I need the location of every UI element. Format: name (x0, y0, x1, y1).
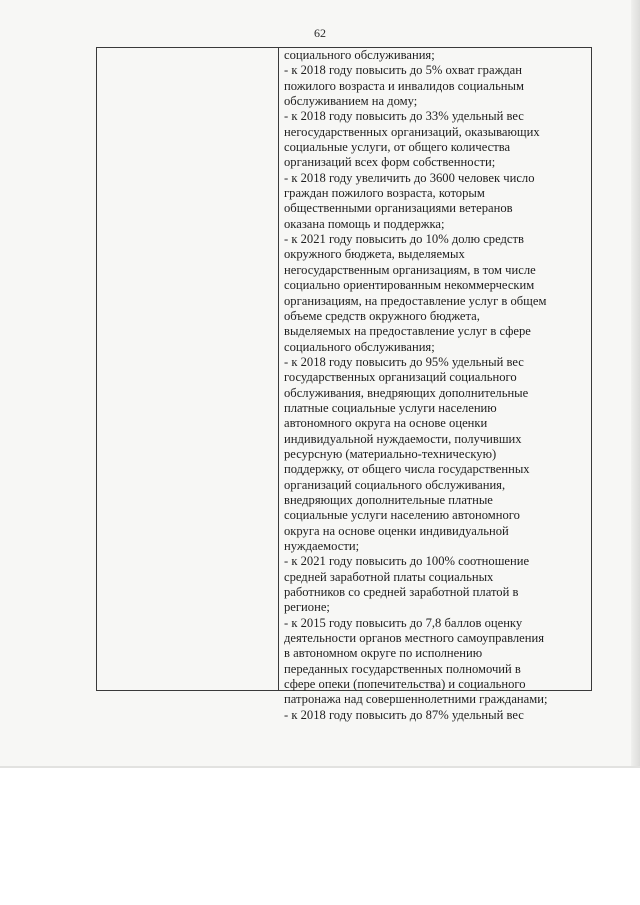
text-line: нуждаемости; (284, 539, 360, 553)
text-line: социальные услуги населению автономного (284, 508, 520, 523)
text-line: социального обслуживания; (284, 339, 435, 354)
text-line: - к 2018 году повысить до 33% удельный вес (284, 109, 524, 124)
text-line: автономного округа на основе оценки (284, 416, 488, 431)
text-line: поддержку, от общего числа государственных (284, 462, 530, 477)
text-line: оказана помощь и поддержка; (284, 216, 445, 231)
text-line: социального обслуживания; (284, 48, 435, 62)
text-line: сфере опеки (попечительства) и социального (284, 677, 526, 692)
text-line: - к 2021 году повысить до 10% долю средств (284, 232, 524, 247)
text-line: платные социальные услуги населению (284, 400, 497, 415)
text-line: обслуживания, внедряющих дополнительные (284, 385, 529, 400)
text-line: граждан пожилого возраста, которым (284, 186, 485, 201)
text-line: регионе; (284, 600, 330, 615)
text-line: округа на основе оценки индивидуальной (284, 523, 509, 538)
text-line: выделяемых на предоставление услуг в сфере (284, 324, 531, 339)
text-line: негосударственным организациям, в том числе (284, 262, 536, 277)
text-line: индивидуальной нуждаемости, получивших (284, 431, 522, 446)
text-line: - к 2018 году повысить до 87% удельный вес (284, 707, 524, 722)
text-line: социальные услуги, от общего количества (284, 140, 511, 155)
text-line: - к 2015 году повысить до 7,8 баллов оценку (284, 615, 523, 630)
text-line: социально ориентированным некоммерческим (284, 278, 535, 293)
text-line: объеме средств окружного бюджета, (284, 308, 480, 323)
text-line: - к 2018 году повысить до 95% удельный вес (284, 354, 524, 369)
text-line: - к 2018 году увеличить до 3600 человек число (284, 170, 535, 185)
text-line: - к 2018 году повысить до 5% охват граждан (284, 63, 523, 78)
text-line: государственных организаций социального (284, 370, 517, 385)
text-line: переданных государственных полномочий в (284, 661, 521, 676)
text-line: работников со средней заработной платой в (284, 585, 519, 600)
page-edge-shadow (631, 0, 640, 768)
text-line: негосударственных организаций, оказывающих (284, 124, 540, 139)
text-line: ресурсную (материально-техническую) (284, 446, 497, 461)
page-bottom-edge (0, 766, 640, 768)
text-line: организациям, на предоставление услуг в общем (284, 293, 547, 308)
text-line: - к 2021 году повысить до 100% соотношение (284, 554, 530, 569)
text-line: общественными организациями ветеранов (284, 201, 513, 216)
page-number: 62 (314, 26, 326, 40)
text-line: в автономном округе по исполнению (284, 646, 483, 661)
text-line: средней заработной платы социальных (284, 569, 494, 584)
text-line: организаций социального обслуживания, (284, 477, 506, 492)
text-line: организаций всех форм собственности; (284, 155, 496, 170)
text-line: пожилого возраста и инвалидов социальным (284, 78, 524, 93)
text-line: деятельности органов местного самоуправления (284, 631, 544, 646)
table-left-cell (97, 48, 279, 690)
table-right-cell (279, 48, 591, 722)
text-line: обслуживанием на дому; (284, 94, 418, 109)
text-line: патронажа над совершеннолетними гражданами; (284, 692, 548, 707)
document-table (96, 47, 592, 722)
text-line: окружного бюджета, выделяемых (284, 247, 465, 262)
text-line: внедряющих дополнительные платные (284, 492, 493, 507)
